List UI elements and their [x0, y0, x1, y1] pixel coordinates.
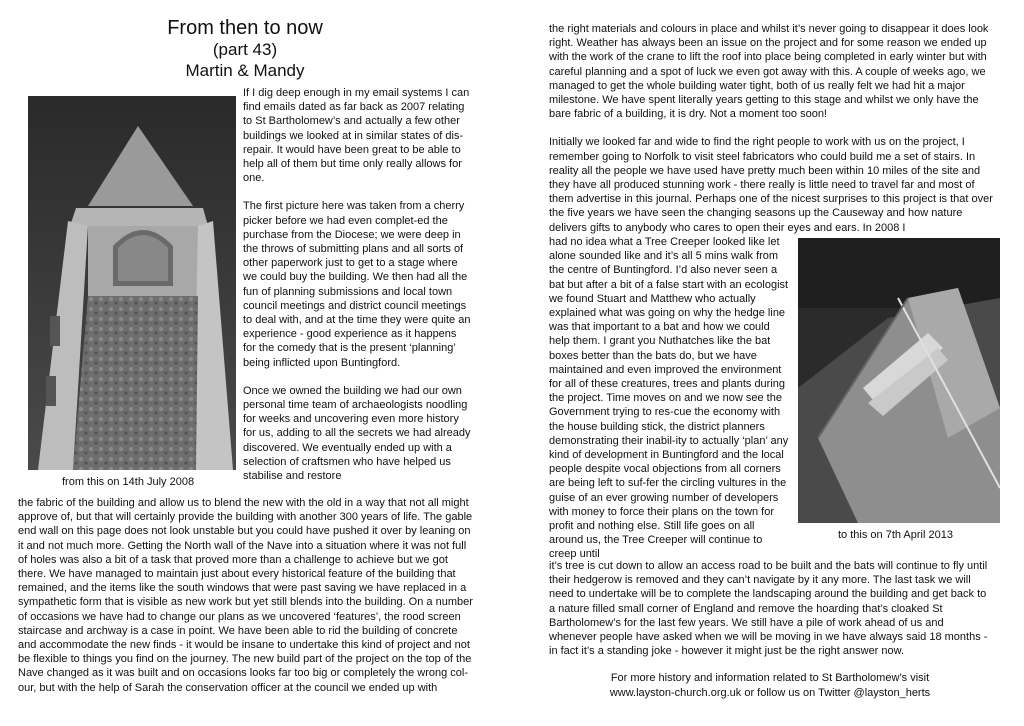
weather-paragraph: the right materials and colours in place and whilst it’s never going to disappear it does look right. Weather has always been an issue on the project and for some reason we ended up with the work of the crane to lift the roof into place being completed in early winter but with careful planning and a spot of luck we even got away with this. A couple of weeks ago, we managed to get the whole building water tight, both of us really felt we had hit a major milestone. We have spent literally years getting to this stage and whilst we only have the bare fabric of a building, it is dry. Not a moment too soon!	[549, 23, 989, 121]
left-column-text	[243, 86, 471, 483]
right-top-text	[549, 22, 999, 235]
landscaping-paragraph: it’s tree is cut down to allow an access road to be built and the bats will continue to fly until their hedgerow is removed and they can’t navigate by it any more. The last task we will need to undertake will be to complete the landscaping around the building and get back to a nature filled small corner of England and remove the hoarding that’s cloaked St Bartholomew’s for the last few years. We still have a pile of work ahead of us and whenever people have asked when we will be moving in we have always said 18 months - in fact it’s a standing joke - however it might just be the right answer now.	[549, 560, 988, 658]
article-authors: Martin & Mandy	[185, 61, 305, 80]
intro-paragraph: If I dig deep enough in my email systems I can find emails dated as far back as 2007 relating to St Bartholomew’s and actually a few other buildings we looked at in similar states of dis-repair. It would have been great to be able to help all of them but time only really allows for one.	[243, 87, 470, 185]
archaeology-paragraph: Once we owned the building we had our own personal time team of archaeologists noodling for weeks and uncovering even more history for us, adding to all the secrets we had already discovered. We eventually ended up with a selection of craftsmen who have helped us stabilise and restore	[243, 384, 471, 483]
article-part-number: (part 43)	[212, 40, 278, 59]
planning-paragraph: The first picture here was taken from a cherry picker before we had even complet-ed the purchase from the Diocese; we were deep in the throws of submitting plans and all sorts of other paperwork just to get to a stage where we could buy the building. We then had all the fun of planning submissions and local town council meetings and district council meetings to deal with, and at the time they were quite an experience - good experience as it happens for the comedy that is the present ‘planning’ being inflicted upon Buntingford.	[243, 200, 471, 369]
article-footer	[560, 671, 980, 700]
article-title: From then to now	[167, 17, 323, 39]
footer-history-line: For more history and information related to St Bartholomew’s visit	[610, 672, 930, 684]
church-roof-photo-2013	[798, 238, 1000, 523]
right-narrow-text	[549, 235, 791, 562]
right-photo-caption: to this on 7th April 2013	[838, 529, 953, 541]
church-ruin-image	[28, 96, 236, 470]
restoration-paragraph: the fabric of the building and allow us to blend the new with the old in a way that not all might approve of, but that will certainly provide the building with another 300 years of life. The gable end wall on this page does not look unstable but you could have pushed it over by leaning on it and not much more. Getting the North wall of the Nave into a situation where it was not full of holes was also a bit of a task that proved more than a challenge to achieve but we got there. We have managed to maintain just about every historical feature of the building that remained, and the items like the south windows that were past saving we have replaced in a sympathetic form that is visible as new work but yet still blends into the building. On a number of occasions we have had to change our plans as we uncovered ‘features’, the rood screen staircase and archway is a case in point. We have been able to rid the building of concrete and accommodate the new finds - it would be insane to undertake this kind of project and not be flexible to things you find on the journey. The new build part of the project on the top of the Nave changed as it was built and on occasions looks far too big or completely the wrong col-our, but with the help of Sarah the conservation officer at the council we ended up with	[18, 497, 473, 694]
left-bottom-text	[18, 496, 473, 695]
nature-paragraph: had no idea what a Tree Creeper looked like let alone sounded like and it’s all 5 mins walk from the centre of Buntingford. I’d also never seen a bat but after a bit of a false start with an ecologist we found Stuart and Matthew who actually explained what was going on why the hedge line was that important to a bat and how we could help them. I grant you Nuthatches like the bat boxes better than the bats do, but we have maintained and even improved the environment for all of these creatures, trees and plants during the project. Time moves on and we now see the Government trying to res-cue the economy with the house building stick, the district planners demonstrating their inabil-ity to actually ‘plan’ any kind of development in Buntingford and the local people despite vocal objections from all corners are being left to suf-fer the circling vultures in the guise of an ever growing number of developers with money to force their plans on the town for profit and nothing else. Still life goes on all around us, the Tree Creeper will continue to creep until	[549, 236, 789, 561]
article-heading	[150, 16, 340, 82]
church-ruin-photo-2008	[28, 96, 236, 470]
right-bottom-text	[549, 559, 989, 658]
church-roof-image	[798, 238, 1000, 523]
left-photo-caption: from this on 14th July 2008	[62, 476, 195, 488]
craftsmen-paragraph: Initially we looked far and wide to find the right people to work with us on the project, I remember going to Norfolk to visit steel fabricators who could build me a set of stairs. In reality all the people we have used have pretty much been within 10 miles of the site and they have all produced stunning work - there really is little need to travel far and most of them advertise in this journal. Perhaps one of the nicest surprises to this project is that over the five years we have seen the changing seasons up the Causeway and how nature delivers gifts to anybody who cares to open their eyes and ears. In 2008 I	[549, 136, 993, 234]
footer-links-line: www.layston-church.org.uk or follow us on Twitter @layston_herts	[609, 686, 931, 699]
